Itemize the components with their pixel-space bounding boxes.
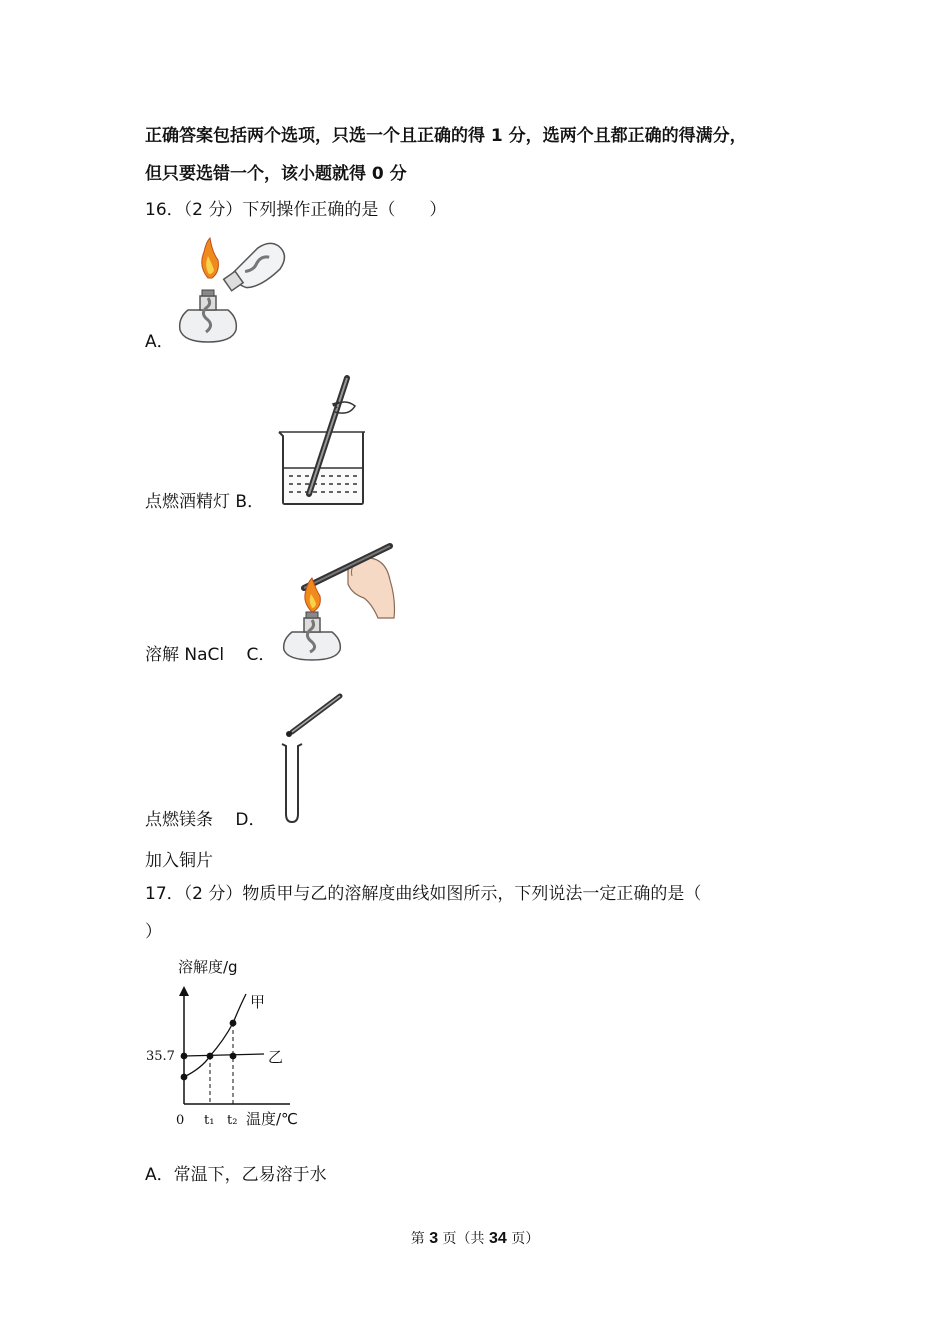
caption-c-option-d: 点燃镁条 D． bbox=[145, 810, 266, 830]
x-axis-label: 温度/℃ bbox=[246, 1110, 298, 1128]
page-footer bbox=[0, 1228, 950, 1248]
y-tick-35-7: 35.7 bbox=[146, 1049, 175, 1064]
q17-stem-line-1: 17．（2 分）物质甲与乙的溶解度曲线如图所示，下列说法一定正确的是（ bbox=[145, 884, 702, 904]
instruction-line-2: 但只要选错一个，该小题就得 0 分 bbox=[145, 164, 407, 184]
solubility-chart bbox=[140, 950, 315, 1135]
series-label-jia: 甲 bbox=[250, 993, 266, 1011]
y-axis-label: 溶解度/g bbox=[178, 958, 238, 976]
instruction-line-1: 正确答案包括两个选项，只选一个且正确的得 1 分，选两个且都正确的得满分， bbox=[145, 126, 747, 146]
x-tick-0: 0 bbox=[176, 1113, 185, 1128]
point-jia-0 bbox=[181, 1074, 188, 1081]
figure-burning-magnesium bbox=[278, 540, 403, 662]
series-jia-line bbox=[184, 994, 246, 1077]
q17-option-a: A．常温下，乙易溶于水 bbox=[145, 1165, 327, 1185]
q17-stem-line-2: ） bbox=[145, 922, 162, 942]
point-yi-0 bbox=[181, 1053, 188, 1060]
point-yi-t2 bbox=[230, 1053, 237, 1060]
series-label-yi: 乙 bbox=[268, 1048, 284, 1066]
footer-suffix: 页） bbox=[511, 1231, 540, 1247]
point-jia-t2 bbox=[230, 1020, 237, 1027]
figure-test-tube-tweezers bbox=[278, 692, 348, 826]
x-tick-t1: t₁ bbox=[204, 1113, 215, 1128]
caption-d: 加入铜片 bbox=[145, 851, 213, 871]
figure-alcohol-lamp-lit-by-lamp bbox=[170, 238, 280, 346]
series-yi-line bbox=[184, 1054, 264, 1056]
footer-prefix: 第 bbox=[410, 1231, 425, 1247]
x-tick-t2: t₂ bbox=[227, 1113, 238, 1128]
footer-mid: 页（共 bbox=[442, 1231, 485, 1247]
caption-a-option-b: 点燃酒精灯 B． bbox=[145, 492, 265, 512]
footer-total-pages: 34 bbox=[489, 1230, 507, 1247]
point-t1-intersection bbox=[207, 1053, 214, 1060]
footer-page-number: 3 bbox=[429, 1230, 439, 1247]
q16-stem: 16．（2 分）下列操作正确的是（ ） bbox=[145, 200, 447, 220]
y-axis-arrow bbox=[179, 986, 189, 996]
figure-beaker-stirring bbox=[275, 376, 375, 508]
caption-b-option-c: 溶解 NaCl C． bbox=[145, 645, 276, 665]
option-a-label: A． bbox=[145, 332, 174, 352]
